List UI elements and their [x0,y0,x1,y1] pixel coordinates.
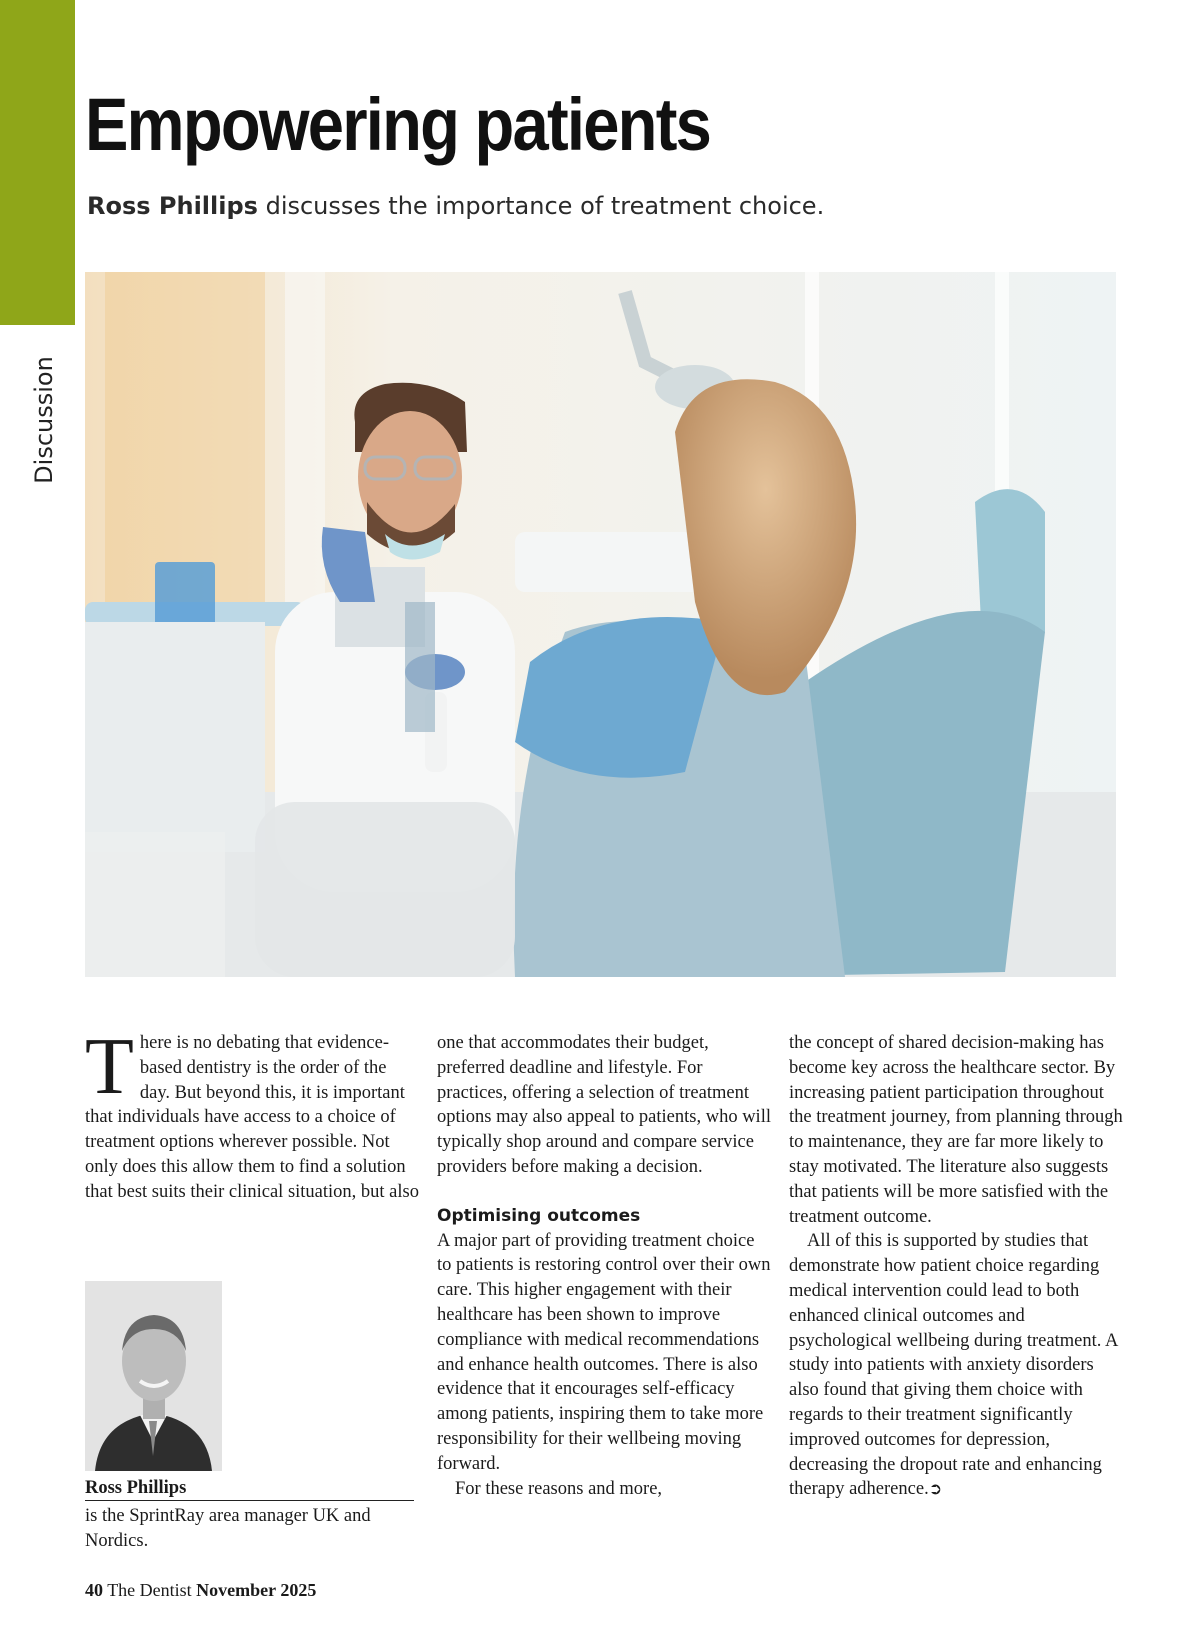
author-portrait [85,1281,222,1471]
dropcap: T [85,1023,134,1111]
article-column-2 [437,1031,772,1501]
hero-illustration [85,272,1116,977]
standfirst-author: Ross Phillips [87,192,258,220]
column3-paragraph-2 [789,1229,1124,1502]
issue-date: November 2025 [196,1580,317,1600]
column3-paragraph-2-text: All of this is supported by studies that demonstrate how patient choice regarding medical intervention could lead to both enhanced clinical outcomes and psychological wellbeing during treatment. A study into patients with anxiety disorders also found that giving them choice with regards to their treatment significantly improved outcomes for depression, decreasing the dropout rate and enhancing therapy adherence. [789,1231,1118,1500]
standfirst-text: discusses the importance of treatment choice. [257,192,825,220]
continue-arrow-icon: ➲ [928,1479,943,1499]
column1-text: here is no debating that evidence-based dentistry is the order of the day. But beyond this, it is important that individuals have access to a choice of treatment options wherever possible. Not only does this allow them to find a solution that best suits their clinical situation, but also [85,1033,419,1202]
page-number: 40 [85,1580,103,1600]
column2-paragraph-3: For these reasons and more, [455,1478,663,1499]
page-footer [85,1580,316,1601]
author-bio-name: Ross Phillips [85,1478,414,1501]
column2-paragraph-1: one that accommodates their budget, preferred deadline and lifestyle. For practices, offering a selection of treatment options may also appeal to patients, who will typically shop around and compare service providers before making a decision. [437,1033,771,1177]
author-portrait-illustration [85,1281,222,1471]
section-label: Discussion [30,356,58,484]
column2-paragraph-2: A major part of providing treatment choice to patients is restoring control over their own care. This higher engagement with their healthcare has been shown to improve compliance with medical recommendations and enhance health outcomes. There is also evidence that it encourages self-efficacy among patients, inspiring them to take more responsibility for their wellbeing moving forward. [437,1230,771,1474]
article-column-3 [789,1031,1124,1502]
hero-photo-dental-consultation [85,272,1116,977]
magazine-name: The Dentist [107,1580,192,1600]
article-title: Empowering patients [85,83,711,166]
section-subheading: Optimising outcomes [437,1205,641,1226]
author-bio-text: is the SprintRay area manager UK and Nordics. [85,1506,371,1551]
article-standfirst [87,192,824,220]
article-column-1 [85,1023,420,1205]
column3-paragraph-1: the concept of shared decision-making has become key across the healthcare sector. By increasing patient participation throughout the treatment journey, from planning through to maintenance, they are far more likely to stay motivated. The literature also suggests that patients will be more satisfied with the treatment outcome. [789,1033,1123,1227]
section-color-bar [0,0,75,325]
